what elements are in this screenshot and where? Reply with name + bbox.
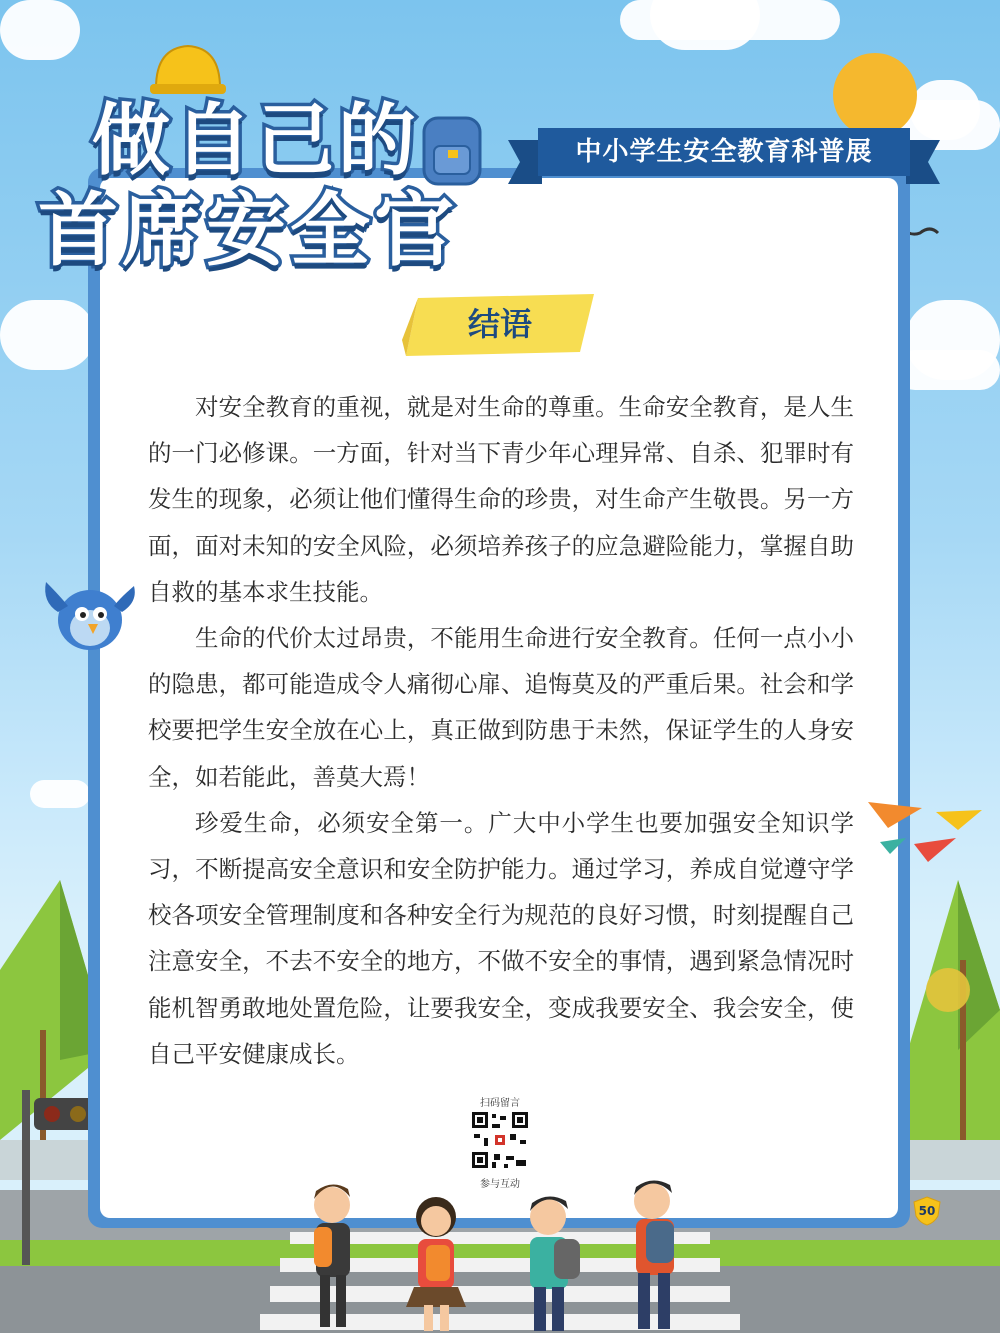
grass-strip-right xyxy=(900,1140,1000,1180)
page-number: 50 xyxy=(918,1204,936,1218)
qr-label-bottom: 参与互动 xyxy=(480,1179,520,1190)
children-crossing-illustration xyxy=(290,1175,710,1333)
banner-ribbon-left xyxy=(508,140,542,184)
right-trees xyxy=(908,880,1000,1180)
cloud xyxy=(895,350,1000,390)
title-line-2: 首席安全官 xyxy=(38,184,458,277)
paragraph-2: 生命的代价太过昂贵，不能用生命进行安全教育。任何一点小小的隐患，都可能造成令人痛彻心扉、追悔莫及的严重后果。社会和学校要把学生安全放在心上，真正做到防患于未然，保证学生的人身安全，如若能此，善莫大焉！ xyxy=(148,624,854,791)
blue-bird-icon xyxy=(40,572,140,656)
cloud xyxy=(30,780,90,808)
body-text xyxy=(148,384,854,1077)
cloud xyxy=(0,0,80,60)
section-heading: 结语 xyxy=(467,305,532,343)
cloud xyxy=(650,0,760,50)
paper-planes-icon xyxy=(866,798,986,868)
subtitle-banner xyxy=(538,128,910,176)
subtitle-text: 中小学生安全教育科普展 xyxy=(575,137,873,167)
banner-ribbon-right xyxy=(906,140,940,184)
title-line-1: 做自己的 xyxy=(92,96,421,186)
qr-code-icon[interactable] xyxy=(470,1110,530,1170)
cloud xyxy=(0,300,95,370)
paragraph-1: 对安全教育的重视，就是对生命的尊重。生命安全教育，是人生的一门必修课。一方面，针对当下青少年心理异常、自杀、犯罪时有发生的现象，必须让他们懂得生命的珍贵，对生命产生敬畏。另一方面，面对未知的安全风险，必须培养孩子的应急避险能力，掌握自助自救的基本求生技能。 xyxy=(148,393,854,606)
paragraph-3: 珍爱生命，必须安全第一。广大中小学生也要加强安全知识学习，不断提高安全意识和安全防护能力。通过学习，养成自觉遵守学校各项安全管理制度和各种安全行为规范的良好习惯，时刻提醒自己注意安全，不去不安全的地方，不做不安全的事情，遇到紧急情况时能机智勇敢地处置危险，让要我安全，变成我要安全、我会安全，使自己平安健康成长。 xyxy=(148,808,854,1068)
qr-label-top: 扫码留言 xyxy=(480,1098,520,1109)
